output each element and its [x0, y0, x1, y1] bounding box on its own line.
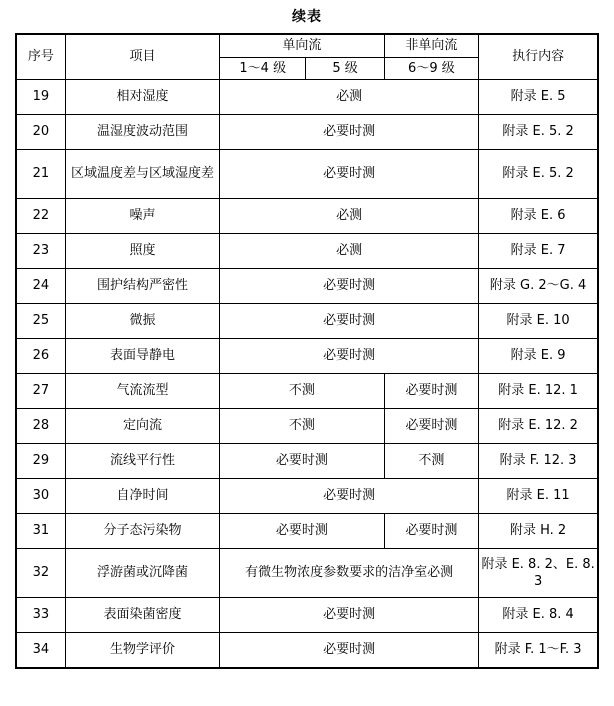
cell-requirement-non-unidirectional: 必要时测	[384, 374, 479, 409]
cell-requirement-non-unidirectional: 不测	[384, 444, 479, 479]
header-no: 序号	[16, 34, 65, 80]
cell-requirement-unidirectional: 必要时测	[220, 514, 385, 549]
cell-exec: 附录 E. 8. 2、E. 8. 3	[479, 549, 598, 598]
cell-item: 定向流	[65, 409, 219, 444]
cell-item: 区域温度差与区域湿度差	[65, 150, 219, 199]
cell-no: 20	[16, 115, 65, 150]
cell-requirement: 必测	[220, 199, 479, 234]
cell-requirement: 必要时测	[220, 339, 479, 374]
cell-item: 流线平行性	[65, 444, 219, 479]
cell-exec: 附录 H. 2	[479, 514, 598, 549]
cell-exec: 附录 G. 2～G. 4	[479, 269, 598, 304]
cell-item: 微振	[65, 304, 219, 339]
cell-item: 围护结构严密性	[65, 269, 219, 304]
cell-no: 22	[16, 199, 65, 234]
cell-no: 23	[16, 234, 65, 269]
cell-item: 噪声	[65, 199, 219, 234]
cell-exec: 附录 E. 12. 1	[479, 374, 598, 409]
cell-requirement-unidirectional: 不测	[220, 409, 385, 444]
cell-exec: 附录 E. 7	[479, 234, 598, 269]
table-row	[16, 150, 598, 199]
cell-no: 29	[16, 444, 65, 479]
cell-item: 分子态污染物	[65, 514, 219, 549]
cell-requirement: 必要时测	[220, 115, 479, 150]
cell-no: 32	[16, 549, 65, 598]
cell-exec: 附录 E. 5. 2	[479, 115, 598, 150]
table-row	[16, 199, 598, 234]
cell-exec: 附录 F. 1～F. 3	[479, 633, 598, 669]
cell-no: 30	[16, 479, 65, 514]
cell-exec: 附录 E. 8. 4	[479, 598, 598, 633]
cell-no: 27	[16, 374, 65, 409]
cell-exec: 附录 E. 6	[479, 199, 598, 234]
table-row	[16, 269, 598, 304]
cell-requirement: 必测	[220, 234, 479, 269]
cell-requirement-unidirectional: 不测	[220, 374, 385, 409]
cell-requirement: 必要时测	[220, 269, 479, 304]
cell-exec: 附录 E. 5	[479, 80, 598, 115]
cell-requirement-non-unidirectional: 必要时测	[384, 409, 479, 444]
cell-exec: 附录 E. 12. 2	[479, 409, 598, 444]
table-body	[16, 80, 598, 669]
cell-requirement: 必测	[220, 80, 479, 115]
cell-requirement-non-unidirectional: 必要时测	[384, 514, 479, 549]
cell-requirement: 必要时测	[220, 150, 479, 199]
table-row	[16, 598, 598, 633]
cell-requirement: 必要时测	[220, 304, 479, 339]
table-row	[16, 339, 598, 374]
cell-no: 25	[16, 304, 65, 339]
cell-no: 19	[16, 80, 65, 115]
cell-item: 表面导静电	[65, 339, 219, 374]
cell-requirement-unidirectional: 必要时测	[220, 444, 385, 479]
cell-requirement: 必要时测	[220, 633, 479, 669]
header-row-1	[16, 34, 598, 57]
table-row	[16, 304, 598, 339]
cell-exec: 附录 F. 12. 3	[479, 444, 598, 479]
cell-item: 表面染菌密度	[65, 598, 219, 633]
header-item: 项目	[65, 34, 219, 80]
cell-no: 26	[16, 339, 65, 374]
cell-no: 31	[16, 514, 65, 549]
cell-item: 自净时间	[65, 479, 219, 514]
cell-requirement: 必要时测	[220, 479, 479, 514]
table-row	[16, 479, 598, 514]
table-row	[16, 234, 598, 269]
header-grade-6-9: 6～9 级	[384, 57, 479, 80]
cell-item: 相对湿度	[65, 80, 219, 115]
table-row	[16, 633, 598, 669]
cell-item: 温湿度波动范围	[65, 115, 219, 150]
header-non-unidirectional: 非单向流	[384, 34, 479, 57]
header-grade-1-4: 1～4 级	[220, 57, 306, 80]
cell-no: 34	[16, 633, 65, 669]
cell-no: 33	[16, 598, 65, 633]
table-row	[16, 549, 598, 598]
continued-table	[15, 33, 599, 669]
table-row	[16, 115, 598, 150]
cell-exec: 附录 E. 10	[479, 304, 598, 339]
table-row	[16, 409, 598, 444]
cell-no: 21	[16, 150, 65, 199]
cell-exec: 附录 E. 9	[479, 339, 598, 374]
table-row	[16, 514, 598, 549]
header-exec: 执行内容	[479, 34, 598, 80]
cell-item: 浮游菌或沉降菌	[65, 549, 219, 598]
header-unidirectional: 单向流	[220, 34, 385, 57]
table-row	[16, 80, 598, 115]
cell-no: 28	[16, 409, 65, 444]
cell-exec: 附录 E. 11	[479, 479, 598, 514]
cell-requirement: 有微生物浓度参数要求的洁净室必测	[220, 549, 479, 598]
header-grade-5: 5 级	[306, 57, 384, 80]
page-title: 续表	[292, 9, 322, 25]
cell-no: 24	[16, 269, 65, 304]
table-row	[16, 374, 598, 409]
table-header	[16, 34, 598, 80]
cell-exec: 附录 E. 5. 2	[479, 150, 598, 199]
cell-item: 气流流型	[65, 374, 219, 409]
cell-item: 生物学评价	[65, 633, 219, 669]
table-row	[16, 444, 598, 479]
cell-item: 照度	[65, 234, 219, 269]
cell-requirement: 必要时测	[220, 598, 479, 633]
